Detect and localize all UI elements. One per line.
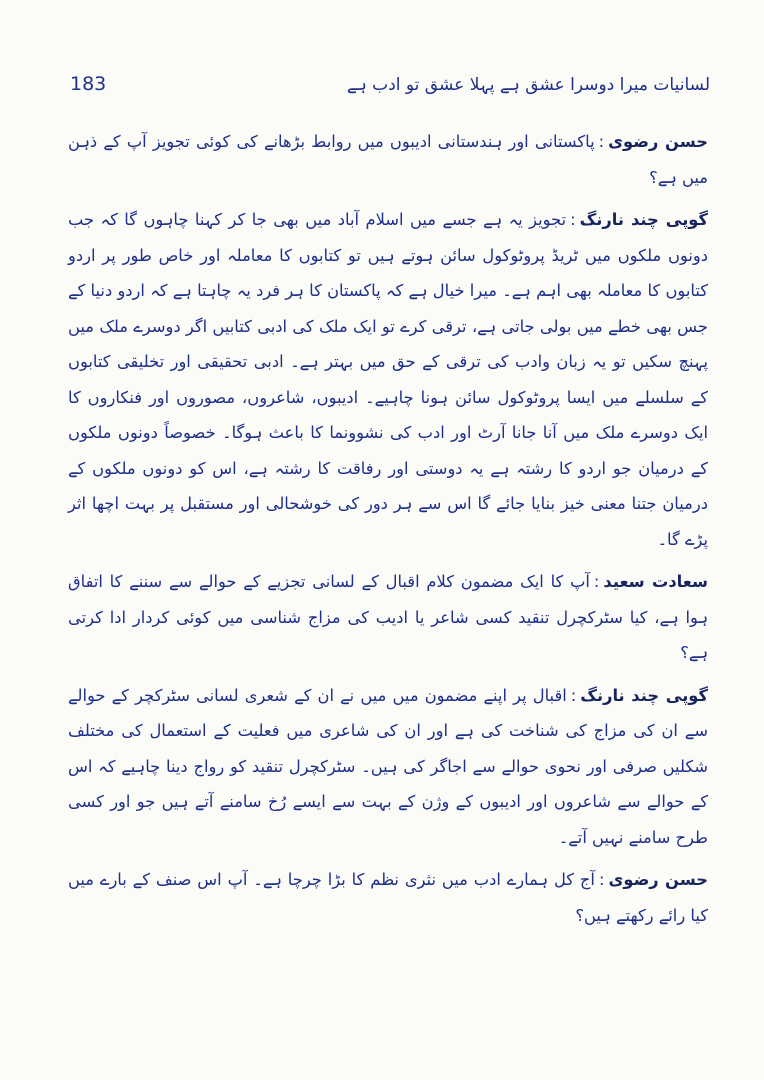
running-title: لسانیات میرا دوسرا عشق ہے پہلا عشق تو ادب ہے [346, 74, 710, 95]
speaker-name: حسن رضوی [608, 870, 708, 889]
paragraph-text: آج کل ہمارے ادب میں نثری نظم کا بڑا چرچا ہے۔ آپ اس صنف کے بارے میں کیا رائے رکھتے ہیں؟ [68, 870, 708, 925]
paragraph-text: پاکستانی اور ہندستانی ادیبوں میں روابط بڑھانے کی کوئی تجویز آپ کے ذہن میں ہے؟ [68, 132, 708, 187]
interview-paragraph: گوپی چند نارنگ:اقبال پر اپنے مضمون میں میں نے ان کے شعری لسانی سٹرکچر کے حوالے سے ان کی مزاج کی شناخت کی ہے اور ان کی شاعری میں فعلیت کے استعمال کی مختلف شکلیں صرفی اور نحوی حوالے سے اجاگر کی ہیں۔ سٹرکچرل تنقید کو رواج دینا چاہیے کہ اس کے حوالے سے شاعروں اور ادیبوں کے وژن کے بہت سے ایسے رُخ سامنے آتے ہیں جو اور کسی طرح سامنے نہیں آتے۔ [68, 685, 708, 847]
speaker-name: حسن رضوی [608, 132, 709, 151]
paragraph-text: تجویز یہ ہے جسے میں اسلام آباد میں بھی جا کر کہنا چاہوں گا کہ جب دونوں ملکوں میں ٹریڈ پروٹوکول سائن ہوتے ہیں تو کتابوں کا معاملہ اور خاص طور پر اردو کتابوں کا معاملہ بھی اہم ہے۔ میرا خیال ہے کہ پاکستان کا ہر فرد یہ چاہتا ہے کہ اردو دنیا کے جس بھی خطے میں بولی جاتی ہے، ترقی کرے تو ایک ملک کی ادبی کتابیں اگر دوسرے ملک میں پہنچ سکیں تو یہ زبان وادب کی ترقی کے حق میں بہتر ہے۔ ادبی تحقیقی اور تخلیقی کتابوں کے سلسلے میں ایسا پروٹوکول سائن ہونا چاہیے۔ ادیبوں، شاعروں، مصوروں اور فنکاروں کا ایک دوسرے ملک میں آنا جانا آرٹ اور ادب کی نشوونما کا باعث ہوگا۔ خصوصاً دونوں ملکوں کے درمیان جو اردو کا رشتہ ہے یہ دوستی اور رفاقت کا رشتہ ہے، اس کو دونوں ملکوں کے درمیان جتنا معنی خیز بنایا جائے گا اس سے ہر دور کی خوشحالی اور مستقبل پر بہت اچھا اثر پڑے گا۔ [68, 210, 708, 549]
interview-paragraph: گوپی چند نارنگ:تجویز یہ ہے جسے میں اسلام آباد میں بھی جا کر کہنا چاہوں گا کہ جب دونوں ملکوں میں ٹریڈ پروٹوکول سائن ہوتے ہیں تو کتابوں کا معاملہ اور خاص طور پر اردو کتابوں کا معاملہ بھی اہم ہے۔ میرا خیال ہے کہ پاکستان کا ہر فرد یہ چاہتا ہے کہ اردو دنیا کے جس بھی خطے میں بولی جاتی ہے، ترقی کرے تو ایک ملک کی ادبی کتابیں اگر دوسرے ملک میں پہنچ سکیں تو یہ زبان وادب کی ترقی کے حق میں بہتر ہے۔ ادبی تحقیقی اور تخلیقی کتابوں کے سلسلے میں ایسا پروٹوکول سائن ہونا چاہیے۔ ادیبوں، شاعروں، مصوروں اور فنکاروں کا ایک دوسرے ملک میں آنا جانا آرٹ اور ادب کی نشوونما کا باعث ہوگا۔ خصوصاً دونوں ملکوں کے درمیان جو اردو کا رشتہ ہے یہ دوستی اور رفاقت کا رشتہ ہے، اس کو دونوں ملکوں کے درمیان جتنا معنی خیز بنایا جائے گا اس سے ہر دور کی خوشحالی اور مستقبل پر بہت اچھا اثر پڑے گا۔ [68, 210, 708, 549]
interview-paragraph: حسن رضوی:پاکستانی اور ہندستانی ادیبوں میں روابط بڑھانے کی کوئی تجویز آپ کے ذہن میں ہے؟ [68, 132, 709, 187]
speaker-name: سعادت سعید [603, 572, 708, 591]
interview-paragraph: سعادت سعید:آپ کا ایک مضمون کلام اقبال کے لسانی تجزیے کے حوالے سے سننے کا اتفاق ہوا ہے، کیا سٹرکچرل تنقید کسی شاعر یا ادیب کی مزاج شناسی میں کوئی کردار ادا کرتی ہے؟ [68, 572, 708, 662]
page-header [70, 64, 710, 104]
speaker-name: گوپی چند نارنگ [580, 685, 708, 705]
speaker-name: گوپی چند نارنگ [579, 210, 708, 229]
paragraph-text: اقبال پر اپنے مضمون میں میں نے ان کے شعری لسانی سٹرکچر کے حوالے سے ان کی مزاج کی شناخت کی ہے اور ان کی شاعری میں فعلیت کے استعمال کی مختلف شکلیں صرفی اور نحوی حوالے سے اجاگر کی ہیں۔ سٹرکچرل تنقید کو رواج دینا چاہیے کہ اس کے حوالے سے شاعروں اور ادیبوں کے وژن کے بہت سے ایسے رُخ سامنے آتے ہیں جو اور کسی طرح سامنے نہیں آتے۔ [68, 685, 708, 847]
page-number: 183 [70, 73, 107, 95]
interview-paragraph: حسن رضوی:آج کل ہمارے ادب میں نثری نظم کا بڑا چرچا ہے۔ آپ اس صنف کے بارے میں کیا رائے رکھتے ہیں؟ [68, 870, 708, 925]
paragraph-text: آپ کا ایک مضمون کلام اقبال کے لسانی تجزیے کے حوالے سے سننے کا اتفاق ہوا ہے، کیا سٹرکچرل تنقید کسی شاعر یا ادیب کی مزاج شناسی میں کوئی کردار ادا کرتی ہے؟ [68, 572, 708, 662]
interview-text [68, 124, 708, 940]
